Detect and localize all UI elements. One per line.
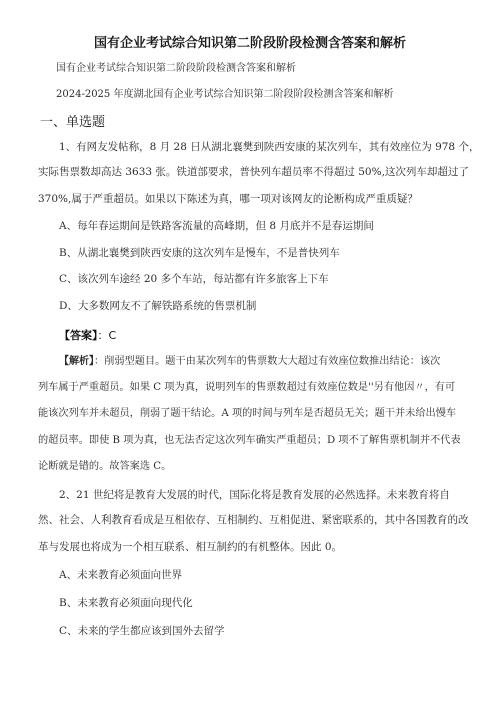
document-title: 国有企业考试综合知识第二阶段阶段检测含答案和解析 [93,36,406,51]
q1-stem-line: 370%,属于严重超员。如果以下陈述为真，哪一项对该网友的论断构成严重质疑？ [38,193,418,205]
explanation-label: 【解析】 [59,356,94,367]
q1-stem-line: 1、有网友发帖称，8 月 28 日从湖北襄樊到陕西安康的某次列车，其有效座位为 978 个， [59,141,480,153]
q1-explanation-line: 的超员率。即使 B 项为真，也无法否定这次列车确实严重超员；D 项不了解售票机制并不代表 [38,435,461,446]
q1-option-b: B、从湖北襄樊到陕西安康的这次列车是慢车，不是普快列车 [59,247,340,259]
q1-option-c: C、该次列车途经 20 多个车站，每站都有许多旅客上下车 [59,273,329,285]
q1-option-d: D、大多数网友不了解铁路系统的售票机制 [59,300,257,312]
subtitle-line-2: 2024-2025 年度湖北国有企业考试综合知识第二阶段阶段检测含答案和解析 [56,89,394,100]
q2-stem-line: 然、社会、人利教育看成是互相依存、互相制约、互相促进、紧密联系的，其中各国教育的改 [38,514,469,526]
subtitle-line-1: 国有企业考试综合知识第二阶段阶段检测含答案和解析 [56,63,296,74]
q2-stem-line: 2、21 世纪将是教育大发展的时代，国际化将是教育发展的必然选择。未来教育将自 [59,489,450,501]
q2-option-a: A、未来教育必须面向世界 [59,569,183,581]
q1-explanation-line [59,355,440,369]
explanation-text: ：削弱型题目。题干由某次列车的售票数大大超过有效座位数推出结论：该次 [94,356,441,367]
q1-explanation-line: 能该次列车并未超员，削弱了题干结论。A 项的时间与列车是否超员无关；题干并未给出慢车 [38,408,457,419]
q2-stem-line: 革与发展也将成为一个相互联系、相互制约的有机整体。因此 0。 [38,541,343,553]
q2-option-b: B、未来教育必须面向现代化 [59,597,193,609]
q1-stem-line: 实际售票数却高达 3633 张。铁道部要求，普快列车超员率不得超过 50%,这次列车却超过了 [38,166,469,178]
answer-label: 【答案】 [59,329,98,342]
section-heading: 一、单选题 [40,115,106,130]
q1-explanation-line: 列车属于严重超员。如果 C 项为真，说明列车的售票数超过有效座位数是''另有他因〃，有可 [38,382,456,393]
q1-answer [59,327,116,343]
answer-value: ：C [97,329,117,342]
q1-explanation-line: 论断就是错的。故答案选 C。 [38,461,172,472]
q1-option-a: A、每年春运期间是铁路客流量的高峰期，但 8 月底并不是春运期间 [59,220,374,232]
q2-option-c: C、未来的学生都应该到国外去留学 [59,625,225,637]
